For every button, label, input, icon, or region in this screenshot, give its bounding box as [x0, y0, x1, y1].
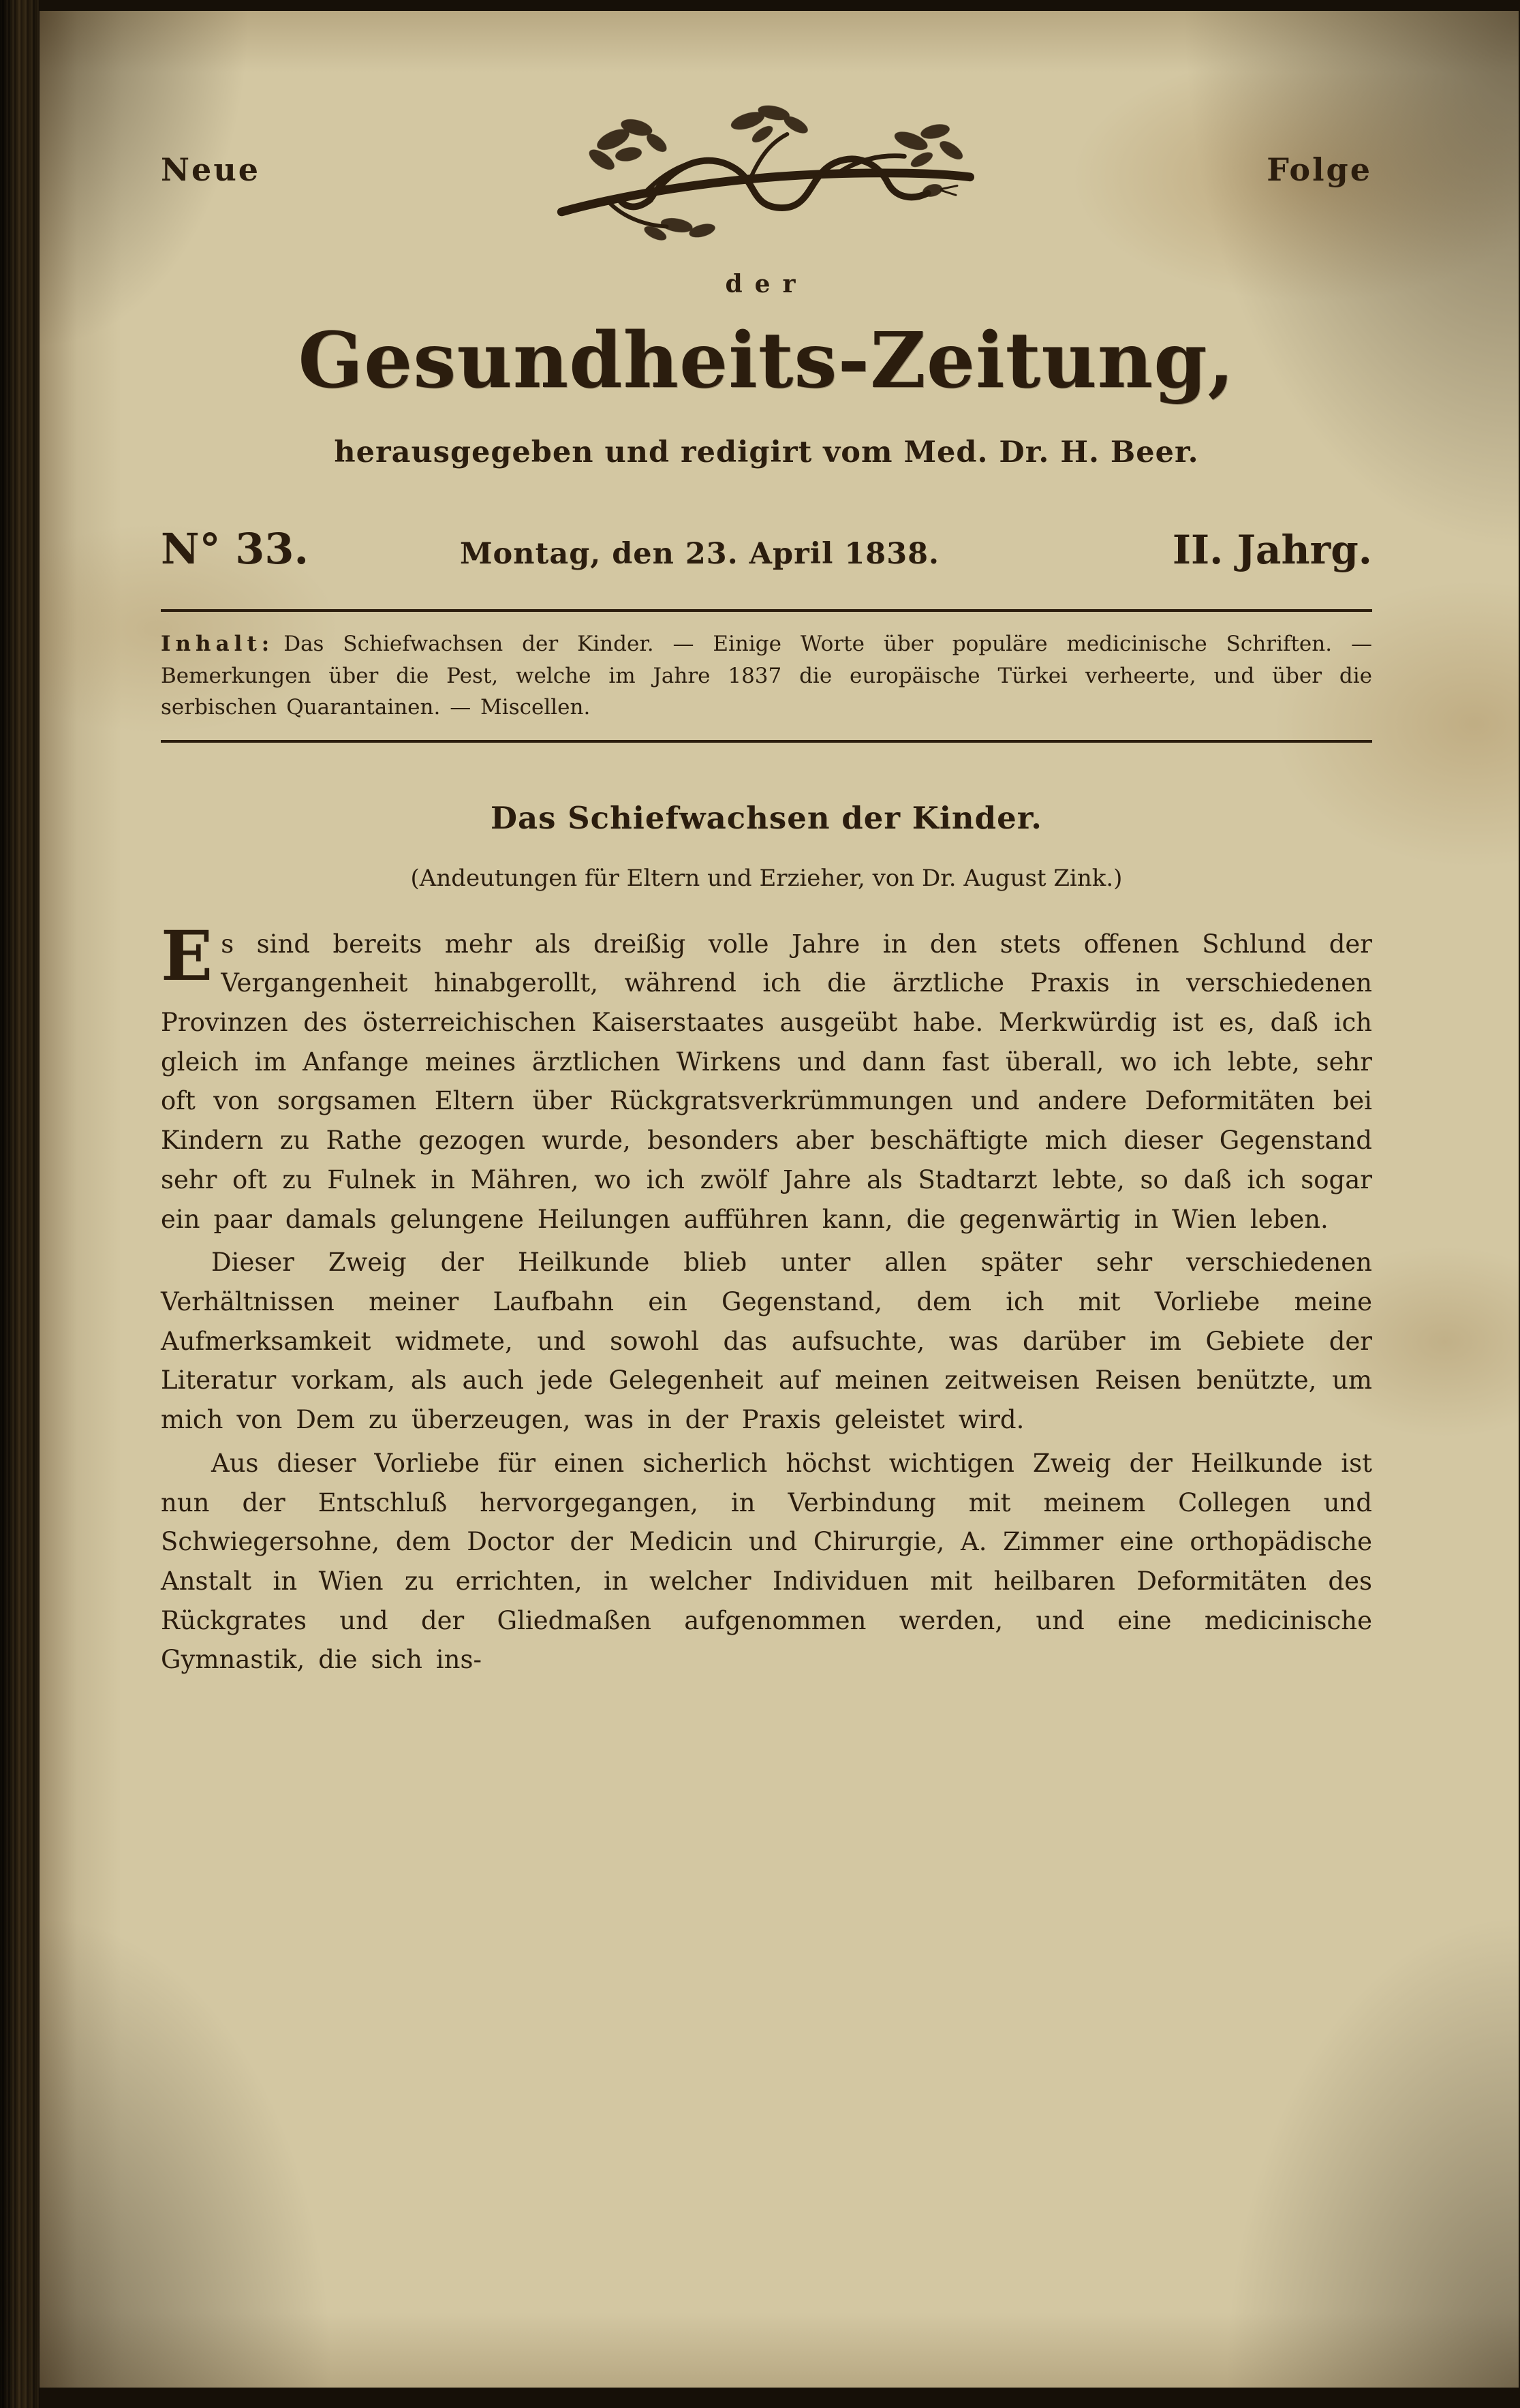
- drop-cap-initial: E: [161, 915, 213, 996]
- book-binding-edge: [0, 0, 40, 2408]
- issue-row: [161, 524, 1372, 574]
- masthead-der: der: [725, 270, 808, 298]
- paragraph-1: [161, 915, 1372, 1239]
- editor-line: herausgegeben und redigirt vom Med. Dr. H. Beer.: [334, 435, 1199, 469]
- paragraph-1-text: s sind bereits mehr als dreißig volle Jahre in den stets offenen Schlund der Vergangenheit hinabgerollt, während ich die ärztliche Praxis in verschiedenen Provinzen des österreichischen Kaiserstaates ausgeübt habe. Merkwürdig ist es, daß ich gleich im Anfange meines ärztlichen Wirkens und dann fast überall, wo ich lebte, sehr oft von sorgsamen Eltern über Rückgratsverkrümmungen und andere Deformitäten bei Kindern zu Rathe gezogen wurde, besonders aber beschäftigte mich dieser Gegenstand sehr oft zu Fulnek in Mähren, wo ich zwölf Jahre als Stadtarzt lebte, so daß ich sogar ein paar damals gelungene Heilungen aufführen kann, die gegenwärtig in Wien leben.: [161, 929, 1372, 1234]
- divider-rule-top: [161, 609, 1372, 612]
- table-of-contents: [161, 628, 1372, 724]
- article-body: [161, 915, 1372, 1680]
- divider-rule-bottom: [161, 740, 1372, 743]
- paragraph-2-text: Dieser Zweig der Heilkunde blieb unter allen später sehr verschiedenen Verhältnissen meiner Laufbahn ein Gegenstand, dem ich mit Vorliebe meine Aufmerksamkeit widmete, und sowohl das aufsuchte, was darüber im Gebiete der Literatur vorkam, als auch jede Gelegenheit auf meinen zeitweisen Reisen benützte, um mich von Dem zu überzeugen, was in der Praxis geleistet wird.: [161, 1248, 1372, 1435]
- issue-number: N° 33.: [161, 524, 309, 574]
- issue-date: Montag, den 23. April 1838.: [459, 537, 940, 571]
- newspaper-title: Gesundheits-Zeitung,: [298, 316, 1235, 405]
- snake-on-branch-vignette: [539, 93, 989, 247]
- inhalt-text: Das Schiefwachsen der Kinder. — Einige Worte über populäre medicinische Schriften. — Bemerkungen über die Pest, welche im Jahre 1837 die europäische Türkei verheerte, und über die serbischen Quarantainen. — Miscellen.: [161, 632, 1372, 720]
- masthead-right-word: Folge: [1267, 151, 1372, 188]
- paragraph-3: [161, 1444, 1372, 1680]
- article-byline: (Andeutungen für Eltern und Erzieher, von Dr. August Zink.): [410, 864, 1123, 892]
- issue-volume: II. Jahrg.: [1172, 527, 1372, 573]
- newspaper-page: [40, 11, 1519, 2388]
- masthead-left-word: Neue: [161, 151, 261, 188]
- masthead: [161, 93, 1372, 247]
- inhalt-label: Inhalt:: [161, 632, 275, 656]
- page-content: [40, 11, 1519, 1680]
- paragraph-3-text: Aus dieser Vorliebe für einen sicherlich höchst wichtigen Zweig der Heilkunde ist nun der Entschluß hervorgegangen, in Verbindung mit meinem Collegen und Schwiegersohne, dem Doctor der Medicin und Chirurgie, A. Zimmer eine orthopädische Anstalt in Wien zu errichten, in welcher Individuen mit heilbaren Deformitäten des Rückgrates und der Gliedmaßen aufgenommen werden, und eine medicinische Gymnastik, die sich ins-: [161, 1448, 1372, 1675]
- paragraph-2: [161, 1243, 1372, 1440]
- article-title: Das Schiefwachsen der Kinder.: [491, 799, 1042, 836]
